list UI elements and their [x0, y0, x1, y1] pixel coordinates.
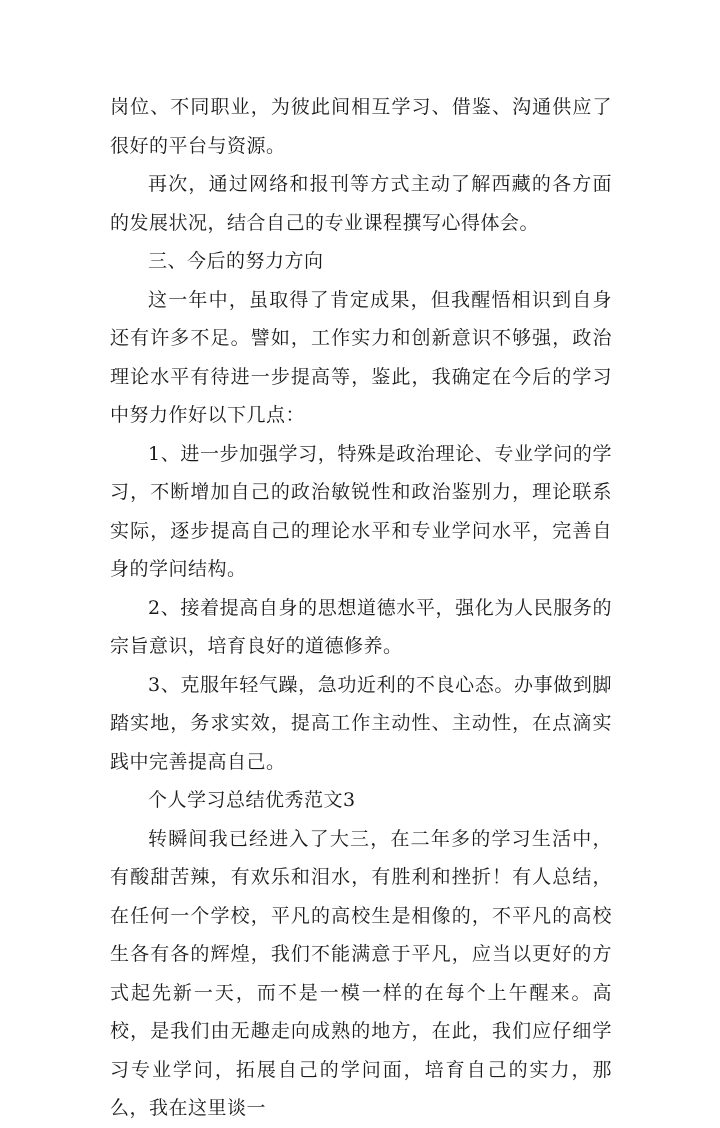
list-item-3: 3、克服年轻气躁，急功近利的不良心态。办事做到脚踏实地，务求实效，提高工作主动性、主动性，在点滴实践中完善提高自己。: [110, 673, 612, 773]
document-body: [110, 88, 612, 1128]
paragraph-secondly: 再次，通过网络和报刊等方式主动了解西藏的各方面的发展状况，结合自己的专业课程撰写心得体会。: [110, 173, 612, 234]
paragraph-year-summary: 这一年中，虽取得了肯定成果，但我醒悟相识到自身还有许多不足。譬如，工作实力和创新意识不够强，政治理论水平有待进一步提高等，鉴此，我确定在今后的学习中努力作好以下几点：: [110, 288, 612, 426]
list-item-2: 2、接着提高自身的思想道德水平，强化为人民服务的宗旨意识，培育良好的道德修养。: [110, 596, 612, 657]
paragraph-intro-continuation: 岗位、不同职业，为彼此间相互学习、借鉴、沟通供应了很好的平台与资源。: [110, 96, 612, 157]
paragraph-junior-year: 转瞬间我已经进入了大三，在二年多的学习生活中，有酸甜苦辣，有欢乐和泪水，有胜利和挫折！有人总结，在任何一个学校，平凡的高校生是相像的，不平凡的高校生各有各的辉煌，我们不能满意于平凡，应当以更好的方式起先新一天，而不是一模一样的在每个上午醒来。高校，是我们由无趣走向成熟的地方，在此，我们应仔细学习专业学问，拓展自己的学问面，培育自己的实力，那么，我在这里谈一: [110, 827, 612, 1119]
list-item-1: 1、进一步加强学习，特殊是政治理论、专业学问的学习，不断增加自己的政治敏锐性和政治鉴别力，理论联系实际，逐步提高自己的理论水平和专业学问水平，完善自身的学问结构。: [110, 442, 612, 580]
section-heading-future-direction: 三、今后的努力方向: [148, 250, 324, 272]
section-heading-example-3: 个人学习总结优秀范文3: [148, 789, 356, 811]
